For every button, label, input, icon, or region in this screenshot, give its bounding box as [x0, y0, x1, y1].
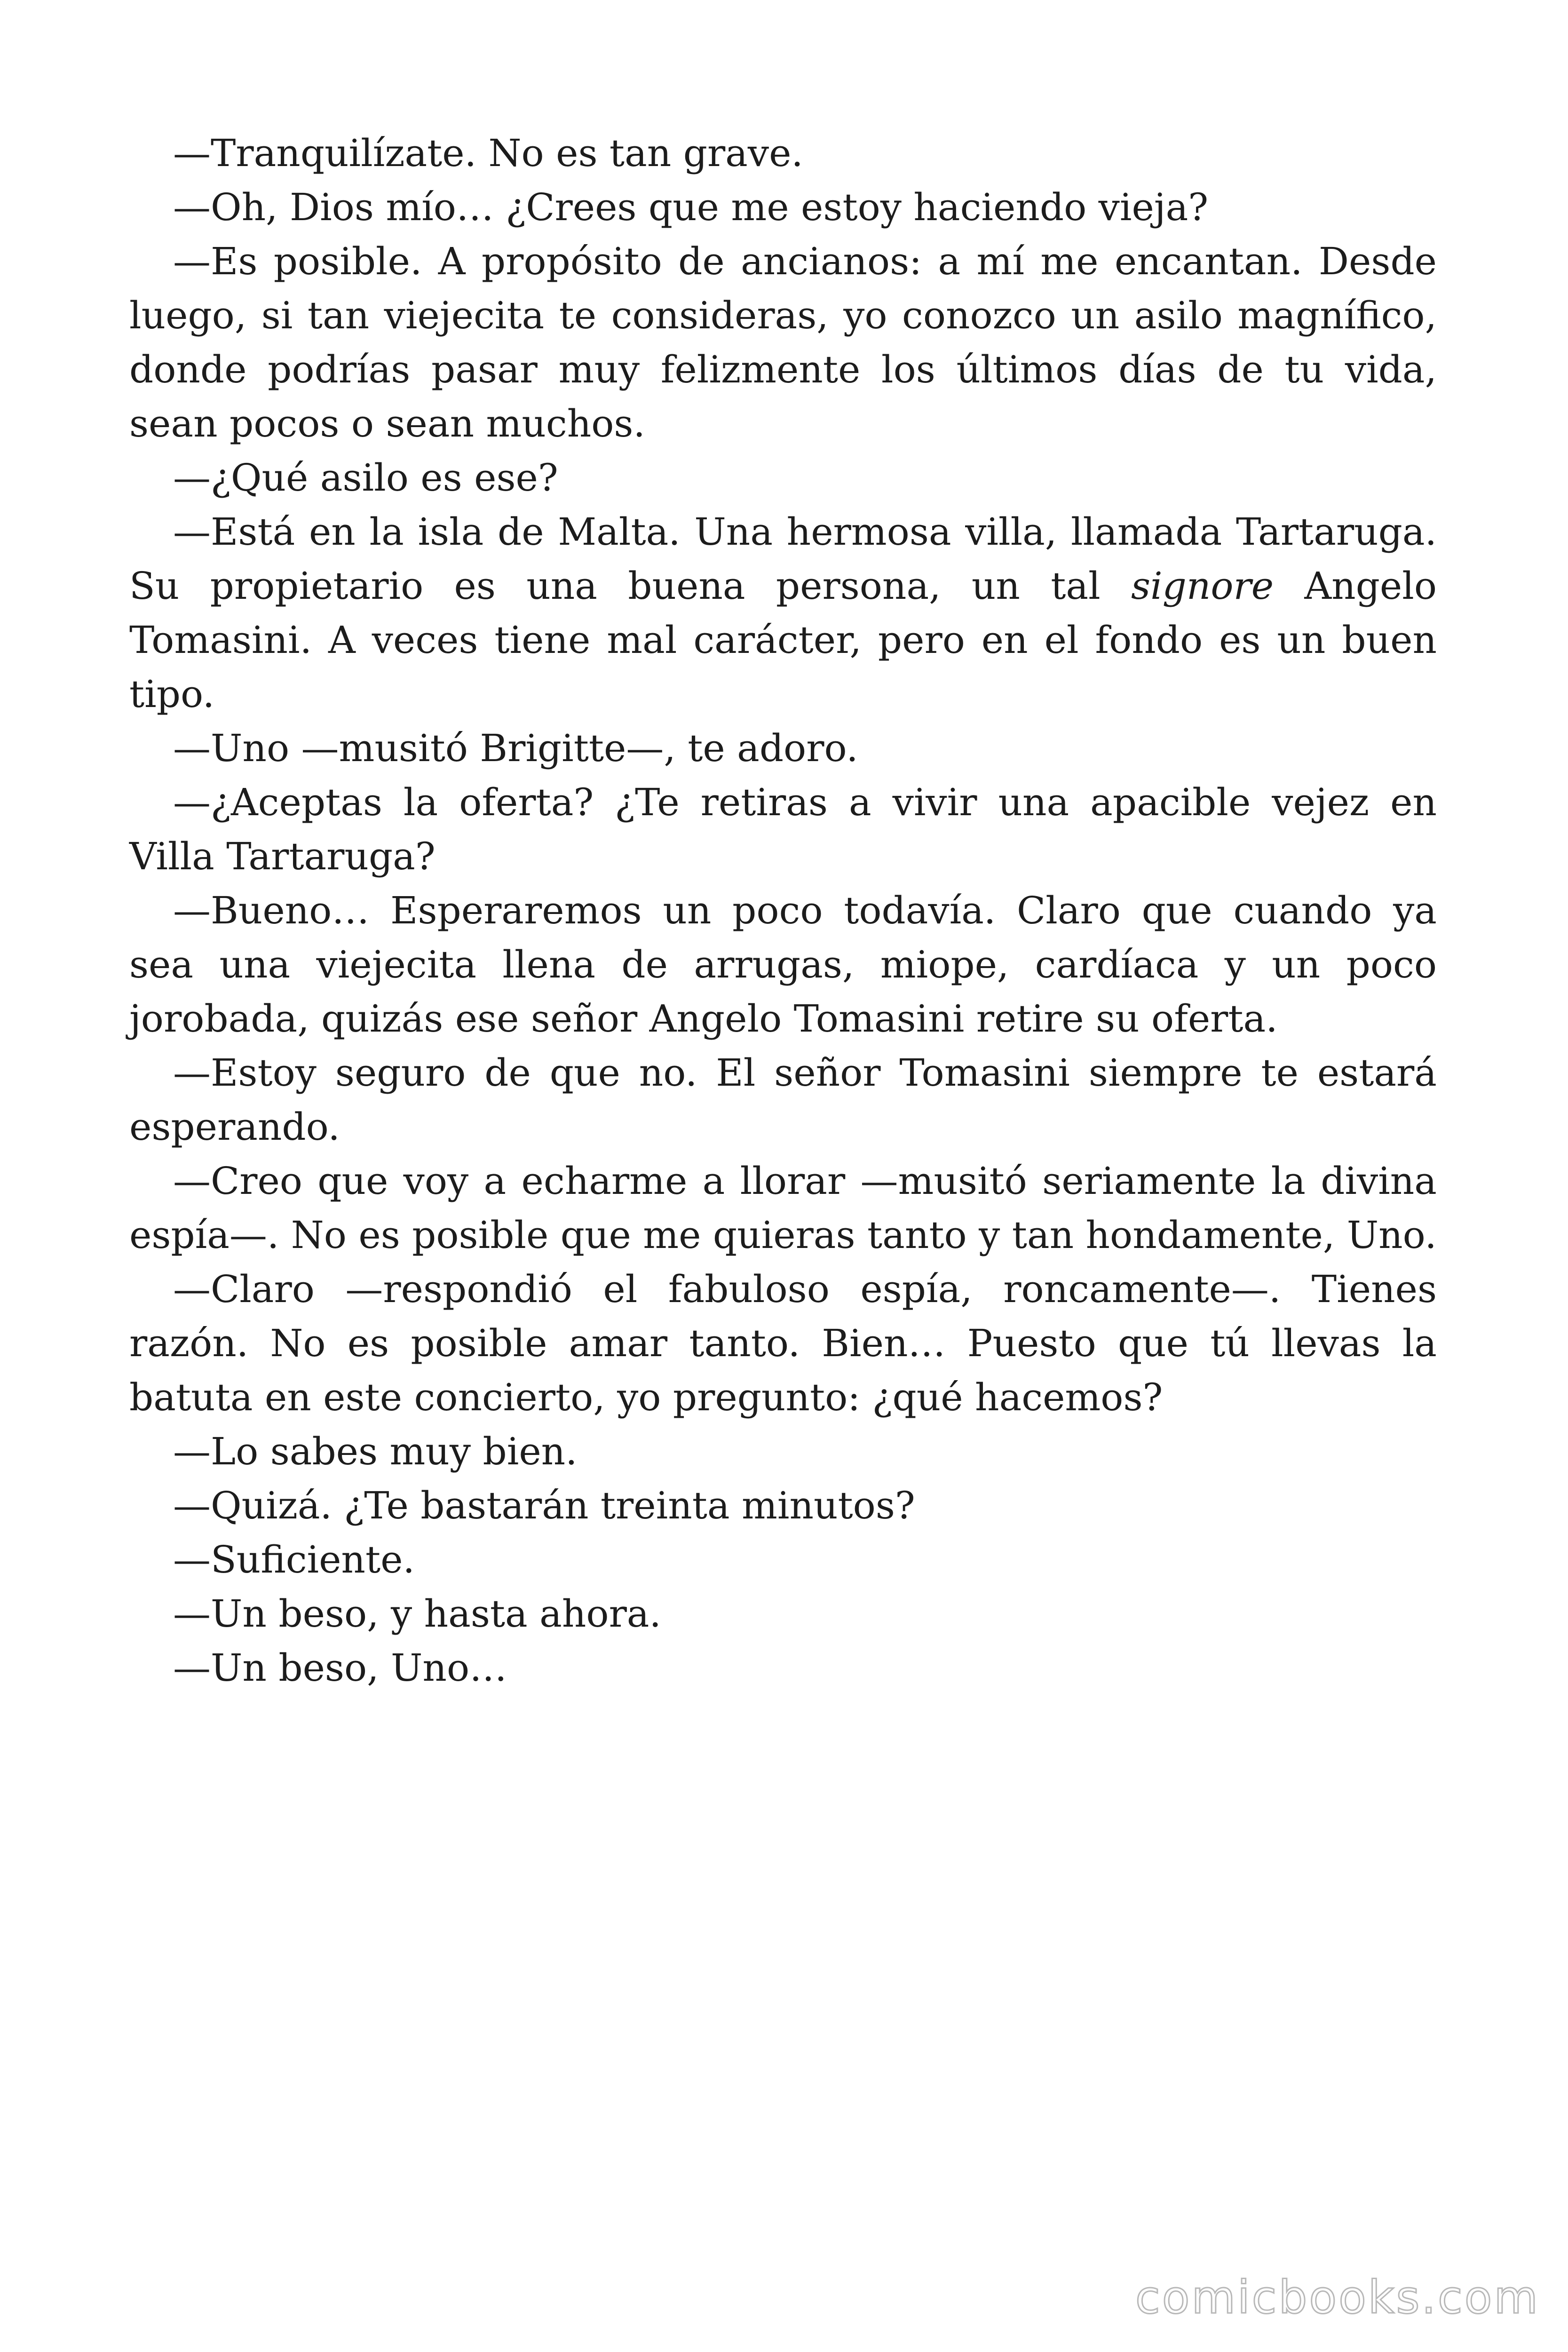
paragraph-text: —Tranquilízate. No es tan grave. — [173, 131, 803, 175]
paragraph-text: —Suficiente. — [173, 1538, 415, 1581]
paragraph-text: —Es posible. A propósito de ancianos: a mí me encantan. Desde luego, si tan viejecita te consideras, yo conozco un asilo magnífico, donde podrías pasar muy felizmente los últimos días de tu vida, sean pocos o sean muchos. — [129, 239, 1437, 445]
paragraph-text: —Creo que voy a echarme a llorar —musitó seriamente la divina espía—. No es posible que me quieras tanto y tan hondamente, Uno. — [129, 1159, 1437, 1257]
watermark: comicbooks.com — [1135, 2271, 1540, 2324]
paragraph-text: —Está en la isla de Malta. Una hermosa villa, llamada Tartaruga. Su propietario es una buena persona, un tal — [129, 510, 1437, 608]
paragraph-text: —¿Aceptas la oferta? ¿Te retiras a vivir una apacible vejez en Villa Tartaruga? — [129, 780, 1437, 878]
paragraph-12 — [129, 1424, 1437, 1478]
paragraph-13 — [129, 1478, 1437, 1533]
paragraph-15 — [129, 1587, 1437, 1641]
paragraph-6 — [129, 721, 1437, 775]
paragraph-text: —Lo sabes muy bien. — [173, 1430, 578, 1473]
paragraph-text: —Claro —respondió el fabuloso espía, roncamente—. Tienes razón. No es posible amar tanto. Bien… Puesto que tú llevas la batuta en este concierto, yo pregunto: ¿qué hacemos? — [129, 1267, 1437, 1419]
paragraph-text: —¿Qué asilo es ese? — [173, 456, 558, 500]
paragraph-text: —Bueno… Esperaremos un poco todavía. Claro que cuando ya sea una viejecita llena de arrugas, miope, cardíaca y un poco jorobada, quizás ese señor Angelo Tomasini retire su oferta. — [129, 889, 1437, 1041]
paragraph-text: —Quizá. ¿Te bastarán treinta minutos? — [173, 1484, 915, 1527]
paragraph-9 — [129, 1046, 1437, 1154]
paragraph-16 — [129, 1641, 1437, 1695]
paragraph-text: Angelo Tomasini. A veces tiene mal carácter, pero en el fondo es un buen tipo. — [129, 564, 1437, 716]
page-text — [129, 126, 1437, 1695]
paragraph-2 — [129, 180, 1437, 234]
paragraph-5 — [129, 505, 1437, 721]
paragraph-text: —Un beso, y hasta ahora. — [173, 1592, 661, 1636]
paragraph-3 — [129, 234, 1437, 451]
paragraph-11 — [129, 1262, 1437, 1424]
paragraph-7 — [129, 775, 1437, 883]
paragraph-1 — [129, 126, 1437, 180]
paragraph-8 — [129, 883, 1437, 1046]
paragraph-4 — [129, 451, 1437, 505]
paragraph-14 — [129, 1533, 1437, 1587]
paragraph-text: —Estoy seguro de que no. El señor Tomasini siempre te estará esperando. — [129, 1051, 1437, 1149]
paragraph-10 — [129, 1154, 1437, 1262]
paragraph-text: —Uno —musitó Brigitte—, te adoro. — [173, 726, 858, 770]
paragraph-text: —Oh, Dios mío… ¿Crees que me estoy haciendo vieja? — [173, 185, 1209, 229]
italic-term: signore — [1131, 564, 1274, 608]
paragraph-text: —Un beso, Uno… — [173, 1646, 507, 1690]
